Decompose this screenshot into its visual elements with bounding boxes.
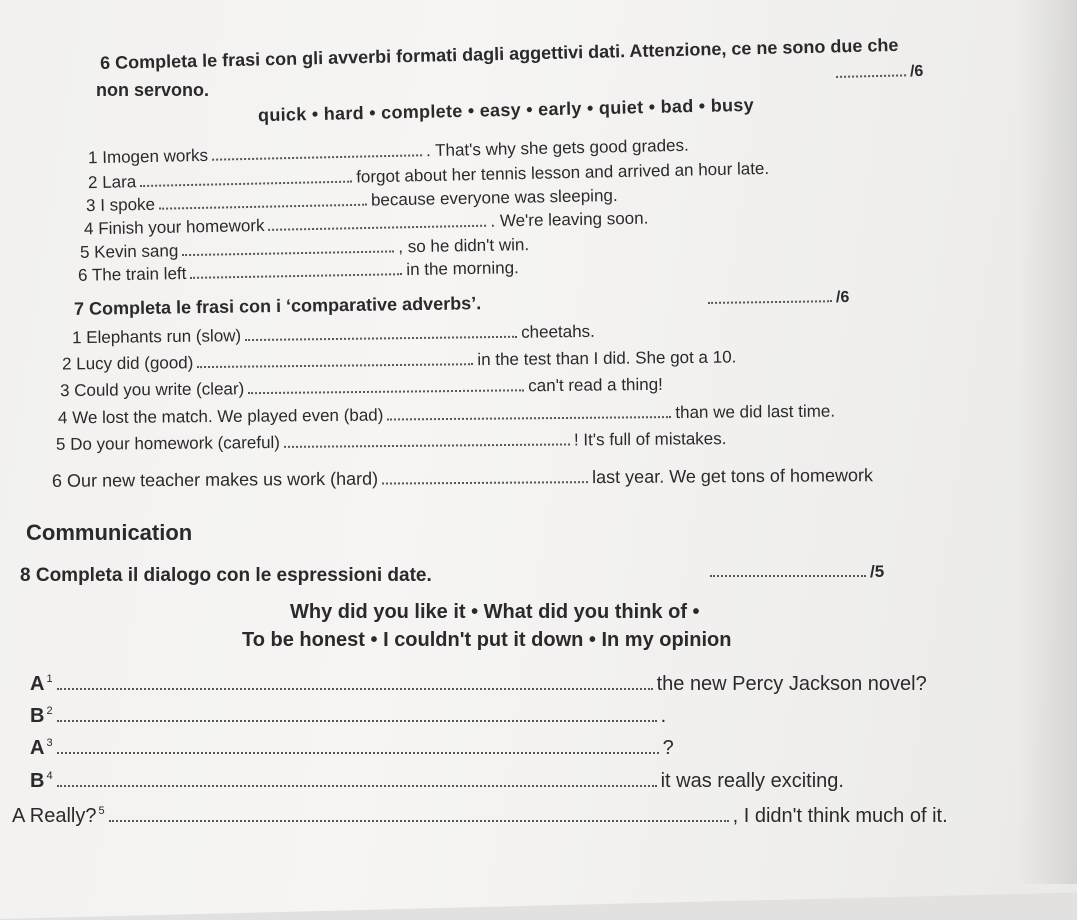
ex8-line-5 [12, 805, 948, 828]
ex8-line-4-num: 4 [46, 770, 53, 783]
ex6-item-4-blank[interactable] [269, 224, 487, 231]
ex7-item-4-blank[interactable] [387, 415, 671, 420]
ex6-word-bank-text: quick • hard • complete • easy • early • quiet • bad • busy [257, 94, 755, 126]
ex8-line-3-num: 3 [46, 737, 53, 750]
ex8-bank-line-1 [290, 601, 700, 624]
ex7-item-2-before: 2 Lucy did (good) [61, 353, 194, 374]
page-edge-shadow [1017, 0, 1077, 884]
ex8-line-3-after: ? [662, 737, 674, 759]
ex8-line-3 [30, 737, 674, 760]
ex8-line-5-blank[interactable] [109, 819, 729, 822]
ex8-score-blank[interactable] [710, 574, 866, 577]
ex7-score-blank[interactable] [708, 299, 832, 304]
ex8-line-1-num: 1 [46, 673, 53, 686]
ex8-line-4 [30, 770, 844, 793]
ex6-item-3-after: because everyone was sleeping. [370, 185, 618, 210]
ex7-item-5-after: ! It's full of mistakes. [573, 429, 727, 450]
ex8-line-3-blank[interactable] [57, 751, 659, 754]
ex7-score [704, 289, 850, 309]
ex6-item-6-before: 6 The train left [77, 263, 187, 285]
ex6-item-2-blank[interactable] [140, 180, 352, 187]
ex6-item-1-before: 1 Imogen works [87, 145, 209, 168]
ex8-line-1-after: the new Percy Jackson novel? [656, 673, 927, 695]
ex8-line-2 [30, 705, 666, 728]
ex7-item-2-after: in the test than I did. She got a 10. [477, 347, 737, 370]
ex8-score-label: /5 [870, 562, 885, 581]
ex8-bank-line-2-text: To be honest • I couldn't put it down • In my opinion [242, 629, 732, 651]
ex6-item-3-before: 3 I spoke [85, 194, 156, 216]
communication-heading [26, 520, 192, 546]
ex8-line-5-num: 5 [98, 805, 105, 818]
ex7-score-label: /6 [835, 288, 850, 307]
ex8-line-2-num: 2 [46, 705, 53, 718]
ex7-item-6-blank[interactable] [382, 480, 588, 484]
ex7-item-6-after: last year. We get tons of homework [592, 465, 874, 488]
ex6-item-1-blank[interactable] [212, 153, 422, 160]
ex6-item-2-before: 2 Lara [87, 172, 137, 193]
ex7-item-3-after: can't read a thing! [528, 374, 663, 396]
ex6-item-3-blank[interactable] [159, 203, 367, 210]
ex6-score-blank[interactable] [836, 73, 906, 78]
ex6-item-2-after: forgot about her tennis lesson and arrived an hour late. [356, 158, 770, 187]
ex7-item-5-blank[interactable] [284, 442, 570, 447]
ex8-line-2-blank[interactable] [57, 719, 657, 722]
ex7-item-2-blank[interactable] [197, 362, 473, 368]
ex7-item-1-before: 1 Elephants run (slow) [71, 326, 242, 348]
ex8-line-4-blank[interactable] [57, 784, 657, 787]
ex8-line-4-speaker: B [30, 770, 45, 792]
ex8-line-1 [30, 673, 927, 696]
ex8-title-text: 8 Completa il dialogo con le espressioni date. [20, 565, 432, 586]
ex6-title-cont [96, 80, 209, 101]
ex6-item-1-after: . That's why she gets good grades. [425, 135, 689, 161]
ex6-item-4-before: 4 Finish your homework [83, 215, 265, 239]
ex6-item-6-blank[interactable] [190, 272, 402, 279]
ex8-bank-line-2 [242, 629, 731, 652]
ex7-item-1-blank[interactable] [245, 335, 517, 341]
ex6-title-text: 6 Completa le frasi con gli avverbi formati dagli aggettivi dati. Attenzione, ce ne sono due che [99, 34, 899, 74]
ex8-line-4-after: it was really exciting. [660, 770, 844, 792]
ex6-score [832, 63, 924, 83]
ex8-line-3-speaker: A [30, 737, 45, 759]
ex8-line-5-after: , I didn't think much of it. [732, 805, 948, 827]
ex6-item-5-blank[interactable] [182, 249, 394, 256]
ex6-score-label: /6 [909, 62, 924, 81]
ex8-title [20, 565, 432, 587]
ex8-score [706, 562, 884, 582]
ex8-bank-line-1-text: Why did you like it • What did you think of • [290, 601, 700, 623]
ex7-title-text: 7 Completa le frasi con i ‘comparative adverbs’. [73, 293, 482, 319]
ex6-title-cont-text: non servono. [96, 80, 210, 100]
ex7-item-4-after: than we did last time. [675, 401, 836, 423]
ex7-item-1-after: cheetahs. [521, 321, 595, 342]
ex7-item-5-before: 5 Do your homework (careful) [55, 432, 281, 454]
ex8-line-2-speaker: B [30, 705, 45, 727]
ex6-item-4-after: . We're leaving soon. [490, 208, 649, 231]
ex8-line-5-speaker: A Really? [12, 805, 97, 827]
ex7-item-6-before: 6 Our new teacher makes us work (hard) [51, 468, 379, 491]
ex8-line-2-after: . [660, 705, 667, 727]
ex8-line-1-blank[interactable] [57, 687, 653, 690]
ex6-item-6-after: in the morning. [406, 258, 519, 280]
communication-heading-text: Communication [26, 520, 193, 545]
ex6-item-5-before: 5 Kevin sang [79, 241, 179, 262]
ex7-item-3-before: 3 Could you write (clear) [59, 379, 245, 401]
ex7-item-3-blank[interactable] [248, 388, 524, 394]
ex6-item-5-after: , so he didn't win. [398, 235, 530, 257]
ex7-item-4-before: 4 We lost the match. We played even (bad) [57, 405, 384, 428]
ex8-line-1-speaker: A [30, 673, 45, 695]
